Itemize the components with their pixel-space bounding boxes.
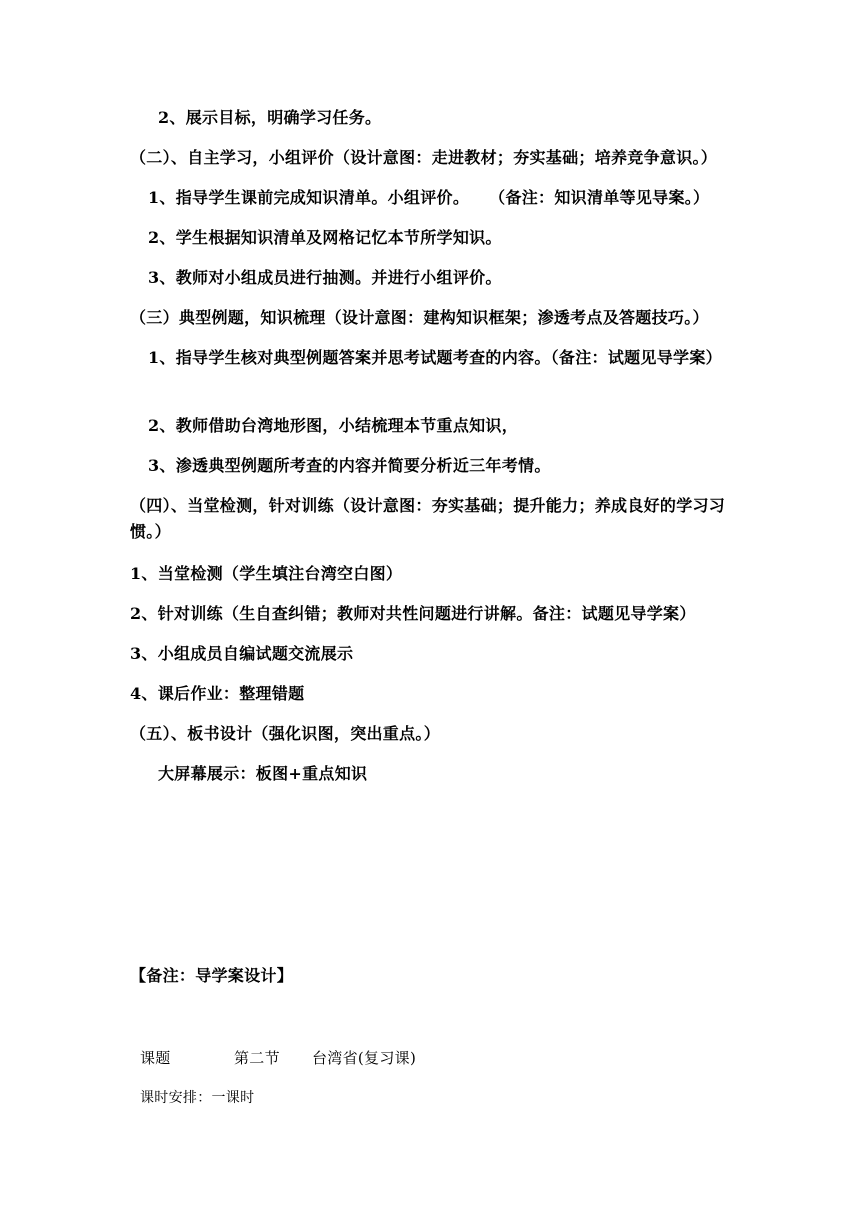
topic-section: 第二节 bbox=[234, 1049, 280, 1067]
line-homework: 4、课后作业：整理错题 bbox=[130, 684, 305, 703]
line-show-goals: 2、展示目标，明确学习任务。 bbox=[158, 108, 382, 127]
appendix-heading: 【备注：导学案设计】 bbox=[130, 966, 294, 985]
line-big-screen: 大屏幕展示：板图+重点知识 bbox=[158, 764, 368, 783]
line-check-answers: 1、指导学生核对典型例题答案并思考试题考查的内容。（备注：试题见导学案） bbox=[148, 348, 722, 367]
section-four-heading: （四）、当堂检测，针对训练（设计意图：夯实基础；提升能力；养成良好的学习习惯。） bbox=[130, 496, 726, 541]
class-schedule: 课时安排：一课时 bbox=[140, 1090, 255, 1106]
line-memory-grid: 2、学生根据知识清单及网格记忆本节所学知识。 bbox=[148, 228, 502, 247]
line-taiwan-map: 2、教师借助台湾地形图，小结梳理本节重点知识， bbox=[148, 416, 519, 435]
topic-label: 课题 bbox=[140, 1049, 171, 1067]
section-three-heading: （三）典型例题，知识梳理（设计意图：建构知识框架；渗透考点及答题技巧。） bbox=[130, 308, 709, 327]
line-knowledge-list bbox=[148, 188, 709, 208]
line-knowledge-list-text: 1、指导学生课前完成知识清单。小组评价。 bbox=[148, 188, 470, 207]
line-spot-check: 3、教师对小组成员进行抽测。并进行小组评价。 bbox=[148, 268, 502, 287]
section-two-heading: （二）、自主学习，小组评价（设计意图：走进教材；夯实基础；培养竞争意识。） bbox=[130, 148, 718, 167]
line-class-test: 1、当堂检测（学生填注台湾空白图） bbox=[130, 564, 403, 583]
line-group-exchange: 3、小组成员自编试题交流展示 bbox=[130, 644, 354, 663]
section-five-heading: （五）、板书设计（强化识图，突出重点。） bbox=[130, 724, 441, 743]
line-targeted-training: 2、针对训练（生自查纠错；教师对共性问题进行讲解。备注：试题见导学案） bbox=[130, 604, 696, 623]
topic-title: 台湾省(复习课) bbox=[312, 1049, 417, 1067]
line-knowledge-list-note: （备注：知识清单等见导案。） bbox=[489, 188, 710, 207]
line-exam-analysis: 3、渗透典型例题所考查的内容并简要分析近三年考情。 bbox=[148, 456, 551, 475]
